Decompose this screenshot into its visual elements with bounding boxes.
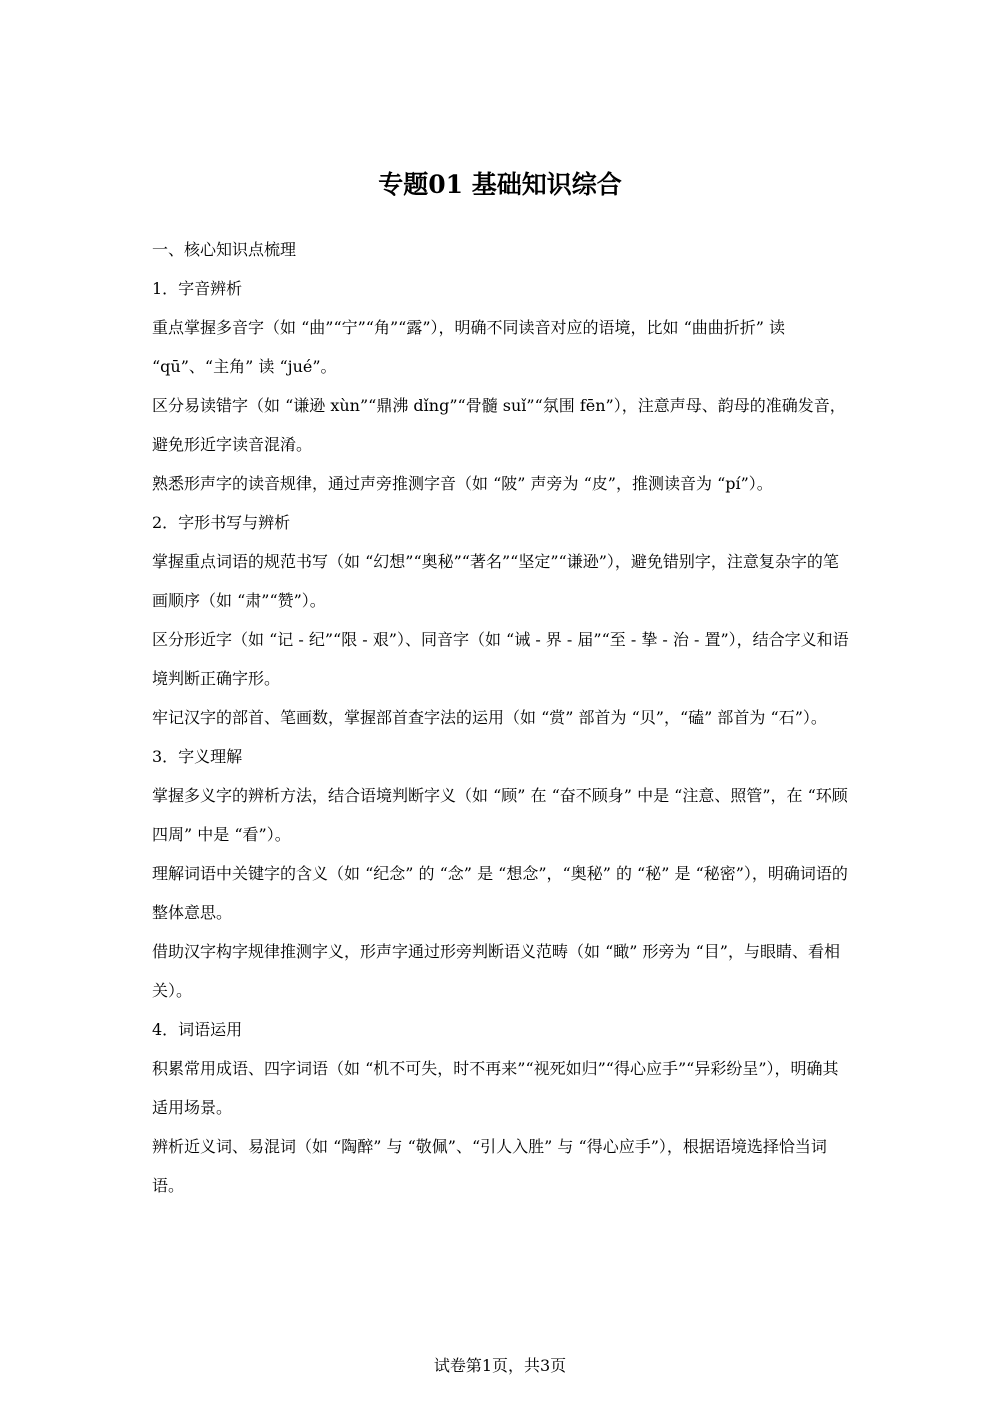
part-character-meaning	[152, 737, 852, 1010]
paragraph: 借助汉字构字规律推测字义，形声字通过形旁判断语义范畴（如 “瞰” 形旁为 “目”，与眼睛、看相关）。	[152, 942, 840, 1000]
part-word-usage	[152, 1010, 852, 1205]
page-title: 专题01 基础知识综合	[378, 170, 622, 199]
paragraph: 理解词语中关键字的含义（如 “纪念” 的 “念” 是 “想念”，“奥秘” 的 “秘” 是 “秘密”），明确词语的整体意思。	[152, 864, 848, 922]
paragraph: 熟悉形声字的读音规律，通过声旁推测字音（如 “陂” 声旁为 “皮”，推测读音为 “pí”）。	[152, 474, 773, 493]
section-heading: 一、核心知识点梳理	[152, 240, 297, 259]
paragraph: 牢记汉字的部首、笔画数，掌握部首查字法的运用（如 “赏” 部首为 “贝”，“磕” 部首为 “石”）。	[152, 708, 827, 727]
paragraph: 重点掌握多音字（如 “曲”“宁”“角”“露”），明确不同读音对应的语境，比如 “曲曲折折” 读 “qū”、“主角” 读 “jué”。	[152, 318, 786, 376]
part-heading: 2．字形书写与辨析	[152, 513, 291, 532]
part-pronunciation	[152, 269, 852, 503]
part-character-form	[152, 503, 852, 737]
paragraph: 掌握重点词语的规范书写（如 “幻想”“奥秘”“著名”“坚定”“谦逊”），避免错别字，注意复杂字的笔画顺序（如 “肃”“赞”）。	[152, 552, 839, 610]
part-heading: 3．字义理解	[152, 747, 243, 766]
paragraph: 掌握多义字的辨析方法，结合语境判断字义（如 “顾” 在 “奋不顾身” 中是 “注意、照管”，在 “环顾四周” 中是 “看”）。	[152, 786, 848, 844]
paragraph: 区分易读错字（如 “谦逊 xùn”“鼎沸 dǐng”“骨髓 suǐ”“氛围 fēn”），注意声母、韵母的准确发音，避免形近字读音混淆。	[152, 396, 846, 454]
part-heading: 4．词语运用	[152, 1020, 243, 1039]
document-body	[152, 230, 852, 1205]
paragraph: 区分形近字（如 “记 - 纪”“限 - 艰”）、同音字（如 “诫 - 界 - 届”“至 - 挚 - 治 - 置”），结合字义和语境判断正确字形。	[152, 630, 849, 688]
paragraph: 辨析近义词、易混词（如 “陶醉” 与 “敬佩”、“引人入胜” 与 “得心应手”），根据语境选择恰当词语。	[152, 1137, 827, 1195]
paragraph: 积累常用成语、四字词语（如 “机不可失，时不再来”“视死如归”“得心应手”“异彩纷呈”），明确其适用场景。	[152, 1059, 839, 1117]
page-footer: 试卷第1页，共3页	[433, 1356, 567, 1375]
part-heading: 1．字音辨析	[152, 279, 243, 298]
